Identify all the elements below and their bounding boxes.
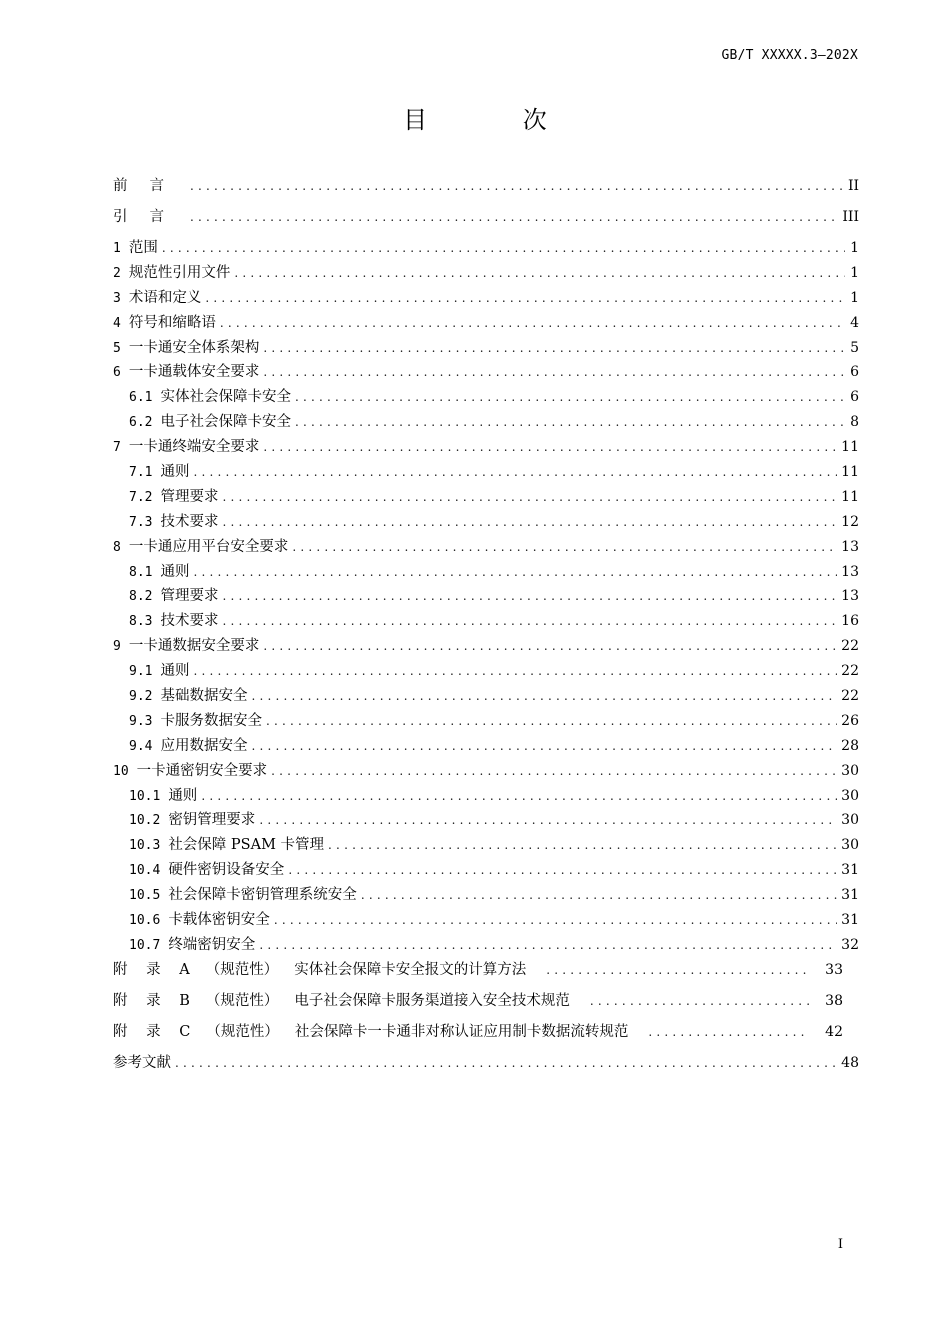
toc-entry-number: 9.1 [129,664,153,680]
toc-entry-page: 22 [841,638,859,655]
appendix-kind: （规范性） [206,1023,279,1040]
toc-entry[interactable] [113,759,859,784]
toc-entry[interactable] [113,709,859,734]
toc-entry-references[interactable] [113,1051,859,1082]
toc-entry-label: 技术要求 [160,613,219,630]
toc-leader-dots [222,490,837,504]
table-of-contents [113,174,859,1082]
toc-entry-label: 基础数据安全 [160,688,248,705]
toc-entry-label: 实体社会保障卡安全 [160,389,291,406]
toc-leader-dots [193,664,837,678]
toc-entry-label: 社会保障卡密钥管理系统安全 [168,887,357,904]
toc-entry-introduction[interactable] [113,205,859,236]
toc-entry[interactable] [113,584,859,609]
toc-entry-number: 3 [113,290,121,306]
toc-entry-number: 8.3 [129,614,153,630]
toc-entry-label: 规范性引用文件 [128,264,231,281]
toc-leader-dots [193,465,837,479]
toc-entry-label: 范围 [128,240,158,256]
toc-entry[interactable] [113,535,859,560]
toc-entry-label: 终端密钥安全 [168,936,256,953]
toc-entry-label: 一卡通终端安全要求 [128,439,260,456]
toc-leader-dots [205,291,845,305]
toc-entry-page: 13 [841,538,859,555]
toc-entry[interactable] [113,634,859,659]
toc-entry[interactable] [113,336,859,361]
toc-leader-dots [648,1025,809,1039]
toc-entry-page: 13 [841,563,859,580]
toc-entry-label: 通则 [168,787,198,804]
toc-entry-page: 31 [841,862,859,879]
toc-leader-dots [220,316,845,330]
toc-entry-number: 10.2 [129,813,161,829]
toc-entry-number: 8.1 [129,564,153,580]
toc-entry-appendix[interactable] [113,989,859,1020]
toc-entry-page: 22 [841,663,859,680]
toc-entry[interactable] [113,908,859,933]
toc-entry-label: 通则 [160,663,190,680]
toc-entry-label: 通则 [160,464,190,481]
toc-entry-page: II [847,178,859,194]
toc-entry-page: 33 [825,961,843,978]
toc-entry[interactable] [113,784,859,809]
toc-entry-number: 7.3 [129,514,153,530]
toc-entry-label: 卡服务数据安全 [160,712,262,729]
toc-leader-dots [328,838,837,852]
toc-entry-number: 7.2 [129,489,153,505]
toc-entry[interactable] [113,734,859,759]
toc-leader-dots [546,963,809,977]
toc-entry-number: 8 [113,539,121,555]
toc-entry[interactable] [113,286,859,311]
toc-entry-number: 9.2 [129,689,153,705]
toc-leader-dots [251,689,837,703]
toc-entry-foreword[interactable] [113,174,859,205]
toc-entry[interactable] [113,609,859,634]
toc-entry[interactable] [113,360,859,385]
toc-entry[interactable] [113,933,859,958]
toc-entry-label: 前言 [113,178,186,194]
toc-leader-dots [274,913,837,927]
toc-entry-number: 5 [113,340,121,356]
toc-entry-page: 30 [841,837,859,854]
toc-entry-page: 30 [841,762,859,779]
toc-leader-dots [361,888,837,902]
toc-entry-label: 硬件密钥设备安全 [168,862,285,879]
toc-entry-label: 一卡通应用平台安全要求 [128,538,289,555]
toc-entry-number: 10.4 [129,863,161,879]
toc-entry-number: 7 [113,440,121,456]
toc-entry-page: 32 [841,936,859,953]
toc-entry-label: 电子社会保障卡安全 [160,414,291,431]
toc-entry-page: 30 [841,812,859,829]
toc-entry-label: 管理要求 [160,488,219,505]
toc-entry[interactable] [113,808,859,833]
toc-entry-number: 10.7 [129,937,161,953]
toc-entry-label: 管理要求 [160,588,219,605]
toc-leader-dots [201,789,837,803]
toc-entry-page: 13 [841,588,859,605]
toc-entry-appendix[interactable] [113,958,859,989]
toc-entry-appendix[interactable] [113,1020,859,1051]
toc-entry-page: 22 [841,688,859,705]
toc-entry-page: 11 [841,439,859,456]
toc-entry[interactable] [113,560,859,585]
toc-entry-page: 30 [841,787,859,804]
toc-entry-label: 密钥管理要求 [168,812,256,829]
toc-entry-number: 7.1 [129,465,153,481]
toc-leader-dots [295,415,845,429]
toc-entry[interactable] [113,684,859,709]
toc-leader-dots [175,1056,837,1070]
toc-entry-number: 4 [113,315,121,331]
toc-entry-page: 1 [850,289,859,306]
toc-entry-label: 引言 [113,209,186,225]
toc-entry-page: 16 [841,613,859,630]
toc-entry[interactable] [113,659,859,684]
toc-entry-number: 8.2 [129,589,153,605]
toc-leader-dots [222,589,837,603]
toc-leader-dots [266,714,837,728]
toc-entry-number: 10.1 [129,788,161,804]
toc-entry-label: 一卡通安全体系架构 [128,339,260,356]
toc-entry-page: 8 [850,414,859,431]
toc-entry-page: 1 [850,240,859,256]
toc-leader-dots [190,179,844,193]
toc-entry-number: 10 [113,763,129,779]
toc-entry[interactable] [113,510,859,535]
toc-entry-page: 12 [841,513,859,530]
toc-entry-label: 一卡通数据安全要求 [128,638,260,655]
appendix-title: 电子社会保障卡服务渠道接入安全技术规范 [294,992,570,1009]
toc-entry-number: 10.3 [129,838,161,854]
toc-entry-page: 48 [841,1054,859,1071]
toc-entry-page: III [842,209,859,225]
toc-entry-page: 6 [850,389,859,406]
toc-entry[interactable] [113,236,859,261]
toc-entry-page: 31 [841,887,859,904]
toc-entry-label: 一卡通密钥安全要求 [136,762,268,779]
toc-entry-number: 10.5 [129,888,161,904]
toc-entry-page: 5 [850,339,859,356]
toc-entry-number: 10.6 [129,913,161,929]
toc-leader-dots [288,863,837,877]
toc-leader-dots [271,764,837,778]
toc-entry-page: 6 [850,364,859,381]
toc-entry-label: 卡载体密钥安全 [168,912,270,929]
toc-entry[interactable] [113,261,859,286]
toc-entry-page: 11 [841,488,859,505]
page-title: 目 次 [403,106,591,134]
toc-leader-dots [295,390,845,404]
toc-entry-page: 4 [850,314,859,331]
page-number: I [837,1237,843,1252]
toc-entry-number: 6.2 [129,415,153,431]
toc-entry[interactable] [113,485,859,510]
toc-leader-dots [222,614,837,628]
toc-entry-label: 一卡通载体安全要求 [128,364,260,381]
toc-entry-number: 1 [113,241,121,256]
appendix-prefix: 附 录 A [113,961,190,978]
toc-leader-dots [234,266,845,280]
appendix-title: 社会保障卡一卡通非对称认证应用制卡数据流转规范 [294,1023,629,1040]
toc-entry[interactable] [113,833,859,858]
toc-leader-dots [263,365,845,379]
toc-leader-dots [263,341,845,355]
toc-entry-page: 38 [825,992,843,1009]
toc-entry[interactable] [113,858,859,883]
toc-leader-dots [263,440,837,454]
toc-entry-label: 符号和缩略语 [128,314,216,331]
toc-leader-dots [590,994,809,1008]
toc-entry[interactable] [113,311,859,336]
appendix-kind: （规范性） [205,992,279,1009]
toc-entry-number: 9.3 [129,713,153,729]
toc-leader-dots [190,210,838,224]
toc-leader-dots [193,565,837,579]
toc-entry-label: 技术要求 [160,513,219,530]
toc-leader-dots [263,639,837,653]
toc-entry-number: 9 [113,639,121,655]
toc-entry-label: 应用数据安全 [160,737,248,754]
toc-leader-dots [292,540,837,554]
document-id: GB/T XXXXX.3—202X [721,48,858,63]
toc-entry-page: 26 [841,712,859,729]
toc-entry-page: 28 [841,737,859,754]
toc-entry-label: 通则 [160,563,190,580]
toc-entry-page: 11 [841,464,859,481]
toc-entry-label: 社会保障 PSAM 卡管理 [168,837,325,854]
toc-entry-number: 2 [113,265,121,281]
toc-entry-number: 6 [113,365,121,381]
toc-leader-dots [251,739,837,753]
toc-leader-dots [259,813,837,827]
toc-entry-label: 参考文献 [113,1054,171,1071]
toc-entry-number: 6.1 [129,390,153,406]
toc-entry-page: 1 [850,264,859,281]
toc-entry[interactable] [113,385,859,410]
toc-leader-dots [222,515,837,529]
appendix-title: 实体社会保障卡安全报文的计算方法 [294,961,527,978]
toc-entry-number: 9.4 [129,738,153,754]
toc-entry-page: 31 [841,912,859,929]
appendix-kind: （规范性） [205,961,279,978]
toc-leader-dots [259,938,837,952]
toc-entry-label: 术语和定义 [128,289,202,306]
toc-entry-page: 42 [825,1023,843,1040]
toc-entry[interactable] [113,460,859,485]
toc-entry[interactable] [113,883,859,908]
toc-leader-dots [162,241,845,255]
appendix-prefix: 附 录 B [113,992,190,1009]
toc-entry[interactable] [113,410,859,435]
appendix-prefix: 附 录 C [113,1023,191,1040]
toc-entry[interactable] [113,435,859,460]
